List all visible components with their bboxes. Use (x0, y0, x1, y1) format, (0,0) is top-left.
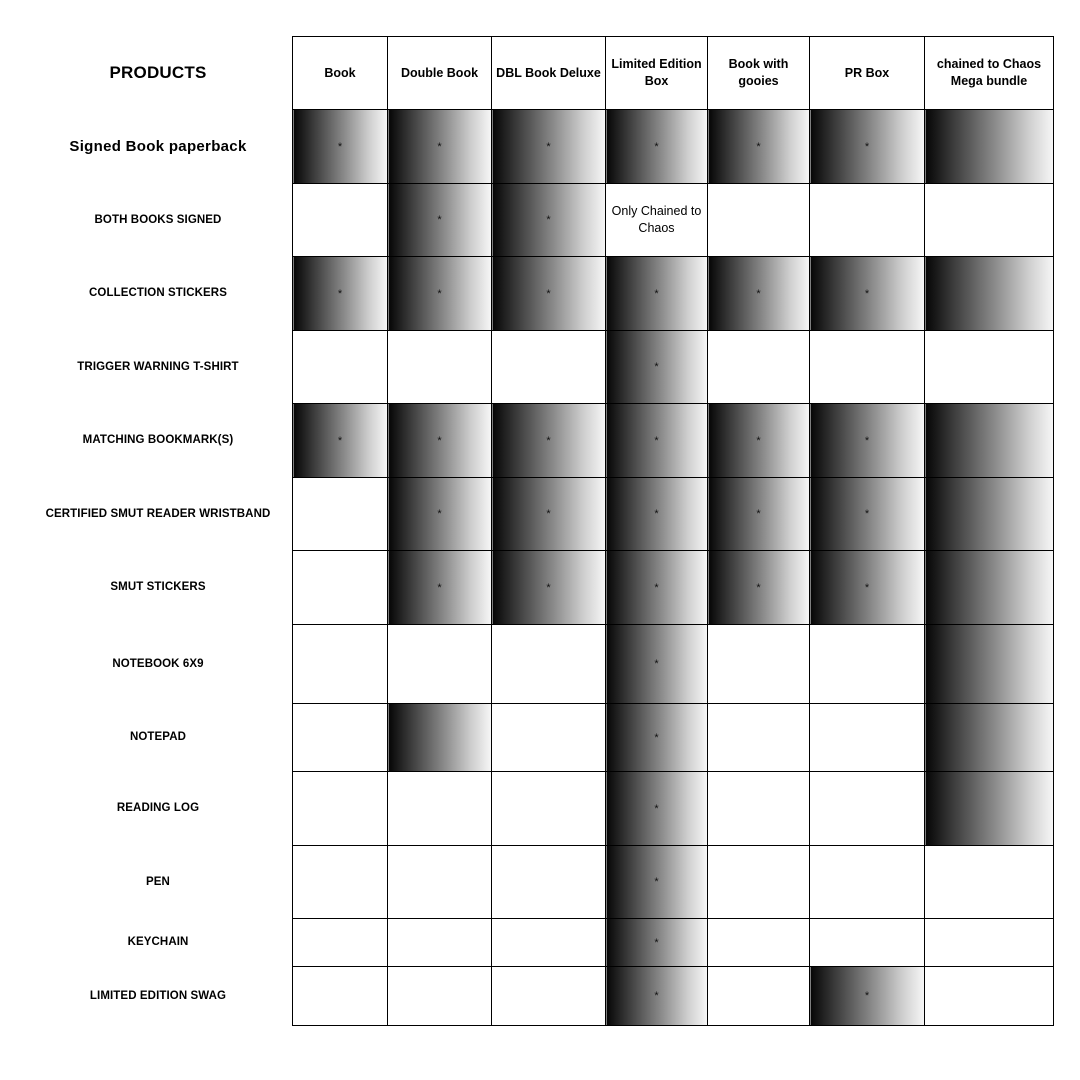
included-mark: * (337, 434, 343, 447)
included-cell (606, 551, 708, 625)
table-row (293, 967, 1054, 1026)
included-mark: * (546, 140, 551, 153)
included-cell (606, 704, 708, 772)
included-mark: * (864, 990, 870, 1002)
row-label: TRIGGER WARNING T-SHIRT (77, 360, 239, 373)
empty-cell (925, 184, 1054, 257)
column-header-2: Double Book (388, 37, 492, 110)
included-cell (492, 404, 606, 478)
empty-cell (388, 625, 492, 704)
included-mark: * (654, 581, 659, 594)
included-cell (388, 704, 492, 772)
row-label: NOTEPAD (129, 731, 187, 743)
included-cell (810, 551, 925, 625)
empty-cell (492, 704, 606, 772)
table-row (293, 331, 1054, 404)
included-cell (708, 478, 810, 551)
products-title: PRODUCTS (109, 62, 207, 82)
included-mark: * (546, 287, 551, 300)
included-mark: * (437, 434, 442, 447)
included-mark: * (756, 508, 761, 520)
included-cell (492, 478, 606, 551)
included-mark: * (654, 876, 659, 888)
empty-cell (810, 704, 925, 772)
included-mark: * (756, 434, 761, 447)
empty-cell (606, 184, 708, 257)
included-cell (925, 772, 1054, 846)
column-header-3: DBL Book Deluxe (492, 37, 606, 110)
included-cell (388, 184, 492, 257)
included-mark: * (756, 287, 761, 300)
column-header-7: chained to Chaos Mega bundle (925, 37, 1054, 110)
included-cell (925, 704, 1054, 772)
empty-cell (708, 967, 810, 1026)
included-cell (293, 404, 388, 478)
included-mark: * (546, 434, 551, 447)
included-mark: * (654, 361, 659, 373)
included-mark: * (437, 581, 442, 594)
row-label: PEN (146, 875, 170, 888)
row-label: READING LOG (116, 802, 200, 814)
included-mark: * (864, 287, 870, 300)
comparison-table (292, 36, 1054, 1026)
included-mark: * (864, 140, 870, 153)
table-row (293, 919, 1054, 967)
row-label: Signed Book paperback (69, 137, 247, 155)
included-cell (606, 772, 708, 846)
table-row (293, 404, 1054, 478)
table-row (293, 772, 1054, 846)
included-mark: * (654, 802, 659, 815)
empty-cell (492, 967, 606, 1026)
column-header-4: Limited Edition Box (606, 37, 708, 110)
included-cell (606, 625, 708, 704)
empty-cell (388, 846, 492, 919)
included-mark: * (654, 936, 659, 949)
included-mark: * (437, 214, 442, 226)
empty-cell (925, 919, 1054, 967)
empty-cell (708, 919, 810, 967)
table-row (293, 184, 1054, 257)
included-cell (606, 846, 708, 919)
included-cell (810, 967, 925, 1026)
cell-note: Only Chained to Chaos (611, 204, 702, 235)
included-mark: * (654, 140, 659, 153)
included-mark: * (546, 508, 551, 520)
included-cell (925, 551, 1054, 625)
row-label: MATCHING BOOKMARK(S) (82, 434, 234, 446)
empty-cell (388, 772, 492, 846)
included-cell (925, 404, 1054, 478)
empty-cell (293, 846, 388, 919)
table-row (293, 110, 1054, 184)
empty-cell (388, 331, 492, 404)
table-row (293, 257, 1054, 331)
empty-cell (388, 967, 492, 1026)
included-cell (606, 919, 708, 967)
included-mark: * (654, 434, 659, 447)
empty-cell (492, 772, 606, 846)
row-label: CERTIFIED SMUT READER WRISTBAND (45, 507, 271, 520)
empty-cell (293, 331, 388, 404)
included-cell (606, 331, 708, 404)
empty-cell (293, 478, 388, 551)
included-cell (388, 257, 492, 331)
empty-cell (293, 704, 388, 772)
included-cell (492, 110, 606, 184)
included-mark: * (654, 287, 659, 300)
included-mark: * (654, 508, 659, 520)
included-mark: * (654, 990, 659, 1002)
row-label: LIMITED EDITION SWAG (89, 989, 227, 1002)
empty-cell (492, 919, 606, 967)
table-row (293, 704, 1054, 772)
empty-cell (492, 846, 606, 919)
column-header-1: Book (293, 37, 388, 110)
included-mark: * (546, 214, 551, 226)
included-cell (388, 551, 492, 625)
included-mark: * (437, 508, 442, 520)
included-mark: * (654, 658, 659, 670)
included-cell (293, 110, 388, 184)
included-mark: * (437, 287, 442, 300)
included-mark: * (864, 434, 870, 447)
included-cell (492, 257, 606, 331)
included-cell (293, 257, 388, 331)
included-cell (810, 110, 925, 184)
column-header-6: PR Box (810, 37, 925, 110)
included-cell (388, 404, 492, 478)
empty-cell (925, 967, 1054, 1026)
empty-cell (810, 772, 925, 846)
included-cell (810, 404, 925, 478)
included-cell (388, 478, 492, 551)
included-cell (606, 404, 708, 478)
empty-cell (388, 919, 492, 967)
empty-cell (708, 331, 810, 404)
empty-cell (925, 331, 1054, 404)
included-cell (388, 110, 492, 184)
empty-cell (810, 331, 925, 404)
empty-cell (810, 919, 925, 967)
included-cell (606, 967, 708, 1026)
empty-cell (293, 919, 388, 967)
included-cell (606, 478, 708, 551)
table-row (293, 846, 1054, 919)
row-label: KEYCHAIN (127, 936, 189, 948)
empty-cell (708, 772, 810, 846)
empty-cell (810, 184, 925, 257)
empty-cell (810, 846, 925, 919)
included-mark: * (437, 140, 442, 153)
empty-cell (925, 846, 1054, 919)
included-cell (810, 478, 925, 551)
empty-cell (708, 184, 810, 257)
empty-cell (708, 846, 810, 919)
empty-cell (293, 625, 388, 704)
table-row (293, 551, 1054, 625)
included-mark: * (756, 581, 761, 594)
empty-cell (293, 551, 388, 625)
empty-cell (492, 331, 606, 404)
empty-cell (293, 772, 388, 846)
included-cell (708, 404, 810, 478)
empty-cell (708, 625, 810, 704)
included-cell (492, 551, 606, 625)
row-label: NOTEBOOK 6X9 (112, 657, 204, 670)
included-cell (708, 110, 810, 184)
header-row (293, 37, 1054, 110)
table-row (293, 625, 1054, 704)
included-mark: * (337, 287, 343, 300)
empty-cell (492, 625, 606, 704)
included-cell (606, 110, 708, 184)
row-label: SMUT STICKERS (110, 581, 206, 593)
included-cell (925, 625, 1054, 704)
included-cell (606, 257, 708, 331)
included-mark: * (546, 581, 551, 594)
included-cell (708, 257, 810, 331)
included-mark: * (864, 581, 870, 594)
included-cell (925, 110, 1054, 184)
row-label: COLLECTION STICKERS (89, 287, 227, 299)
empty-cell (810, 625, 925, 704)
included-mark: * (654, 731, 659, 744)
row-label: BOTH BOOKS SIGNED (94, 213, 222, 226)
empty-cell (293, 967, 388, 1026)
included-mark: * (756, 140, 761, 153)
included-cell (708, 551, 810, 625)
empty-cell (708, 704, 810, 772)
included-mark: * (337, 140, 343, 153)
included-cell (492, 184, 606, 257)
included-cell (925, 257, 1054, 331)
included-cell (810, 257, 925, 331)
included-cell (925, 478, 1054, 551)
table-row (293, 478, 1054, 551)
column-header-5: Book with gooies (708, 37, 810, 110)
included-mark: * (864, 508, 870, 520)
empty-cell (293, 184, 388, 257)
